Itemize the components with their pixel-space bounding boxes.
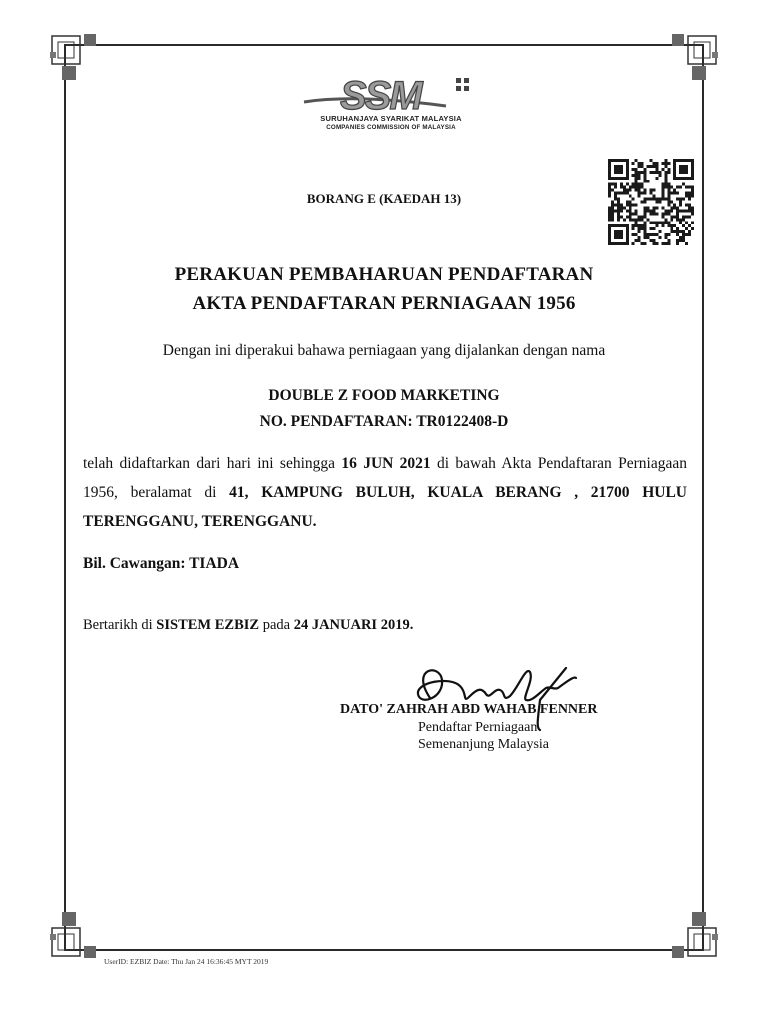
organization-name-malay: SURUHANJAYA SYARIKAT MALAYSIA xyxy=(320,114,462,123)
border-bottom xyxy=(64,949,704,951)
certificate-act: AKTA PENDAFTARAN PERNIAGAAN 1956 xyxy=(192,293,576,314)
branch-count: Bil. Cawangan: TIADA xyxy=(83,555,240,572)
form-code: BORANG E (KAEDAH 13) xyxy=(306,191,462,206)
paragraph-text-2: di bawah Akta Pendaftaran Perniagaan 1956, beralamat di xyxy=(83,455,687,501)
registration-number: NO. PENDAFTARAN: TR0122408-D xyxy=(259,413,509,430)
corner-ornament-bottom-right xyxy=(666,906,722,962)
system-name: SISTEM EZBIZ xyxy=(156,617,260,633)
registrar-title xyxy=(418,719,549,753)
registrar-name: DATO' ZAHRAH ABD WAHAB FENNER xyxy=(340,702,598,717)
dated-statement xyxy=(83,617,413,634)
corner-ornament-bottom-left xyxy=(46,906,102,962)
issue-date: 24 JANUARI 2019. xyxy=(293,617,414,633)
user-id-footer: UserID: EZBIZ Date: Thu Jan 24 16:36:45 MYT 2019 xyxy=(104,957,269,966)
certificate-title: PERAKUAN PEMBAHARUAN PENDAFTARAN xyxy=(174,264,594,285)
dated-middle: pada xyxy=(259,617,294,633)
organization-name-english: COMPANIES COMMISSION OF MALAYSIA xyxy=(326,124,456,131)
paragraph-text-1: telah didaftarkan dari hari ini sehingga xyxy=(83,455,342,472)
registrar-title-line-2: Semenanjung Malaysia xyxy=(418,737,550,752)
dated-prefix: Bertarikh di xyxy=(83,617,157,633)
registrar-title-line-1: Pendaftar Perniagaan xyxy=(418,720,538,735)
intro-statement: Dengan ini diperakui bahawa perniagaan yang dijalankan dengan nama xyxy=(162,342,606,359)
svg-text:SSM: SSM xyxy=(340,74,421,118)
border-top xyxy=(64,44,704,46)
border-right xyxy=(702,44,704,951)
corner-ornament-top-left xyxy=(46,30,102,86)
registration-paragraph xyxy=(83,449,687,536)
corner-ornament-top-right xyxy=(666,30,722,86)
border-left xyxy=(64,44,66,951)
business-address: 41, KAMPUNG BULUH, KUALA BERANG , 21700 HULU TERENGGANU, TERENGGANU. xyxy=(83,484,687,530)
expiry-date: 16 JUN 2021 xyxy=(341,455,431,472)
business-name: DOUBLE Z FOOD MARKETING xyxy=(268,387,500,404)
